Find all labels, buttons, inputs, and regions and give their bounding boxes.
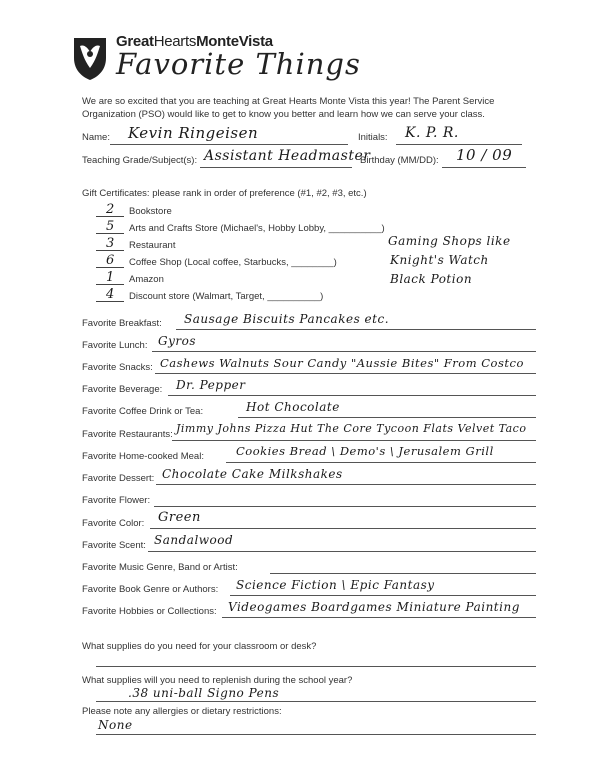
name-line — [110, 144, 348, 145]
gift-rank-line — [96, 233, 124, 234]
favorite-value: Chocolate Cake Milkshakes — [162, 467, 343, 481]
favorite-line — [222, 617, 536, 618]
gift-label: Coffee Shop (Local coffee, Starbucks, ________) — [129, 257, 337, 268]
gift-note: Black Potion — [390, 272, 473, 286]
favorite-label: Favorite Lunch: — [82, 340, 148, 351]
favorite-value: Hot Chocolate — [246, 400, 340, 414]
gift-rank: 3 — [106, 236, 115, 251]
allergies-line — [96, 734, 536, 735]
favorite-line — [238, 417, 536, 418]
favorite-value: Jimmy Johns Pizza Hut The Core Tycoon Flats Velvet Taco — [176, 422, 527, 435]
favorite-line — [226, 462, 536, 463]
crest-logo-icon — [70, 32, 110, 82]
replenish-label: What supplies will you need to replenish during the school year? — [82, 675, 353, 686]
favorite-value: Sausage Biscuits Pancakes etc. — [184, 312, 390, 326]
initials-label: Initials: — [358, 132, 388, 143]
gift-note: Gaming Shops like — [388, 234, 511, 248]
favorite-value: Science Fiction \ Epic Fantasy — [236, 578, 435, 592]
gift-rank-line — [96, 216, 124, 217]
gift-rank: 5 — [106, 219, 115, 234]
favorite-value: Green — [158, 510, 201, 525]
birthday-line — [442, 167, 526, 168]
favorite-label: Favorite Scent: — [82, 540, 146, 551]
allergies-value: None — [98, 718, 133, 732]
form-title: Favorite Things — [116, 47, 361, 81]
favorite-label: Favorite Snacks: — [82, 362, 153, 373]
replenish-line — [96, 701, 536, 702]
gift-heading: Gift Certificates: please rank in order of preference (#1, #2, #3, etc.) — [82, 188, 367, 199]
birthday-label: Birthday (MM/DD): — [360, 155, 439, 166]
favorite-value: Gyros — [158, 334, 196, 348]
favorite-label: Favorite Book Genre or Authors: — [82, 584, 219, 595]
birthday-value: 10 / 09 — [456, 146, 513, 164]
gift-rank: 1 — [106, 270, 115, 285]
school-brand: GreatHeartsMonteVista — [116, 33, 273, 50]
favorite-value: Cookies Bread \ Demo's \ Jerusalem Grill — [236, 444, 494, 458]
favorite-label: Favorite Coffee Drink or Tea: — [82, 406, 204, 417]
gift-note: Knight's Watch — [390, 253, 489, 267]
favorite-line — [230, 595, 536, 596]
gift-rank-line — [96, 284, 124, 285]
teaching-line — [200, 167, 352, 168]
gift-rank: 4 — [106, 287, 115, 302]
favorite-value: Dr. Pepper — [176, 378, 246, 392]
gift-label: Restaurant — [129, 240, 176, 251]
favorite-line — [176, 329, 536, 330]
gift-rank-line — [96, 250, 124, 251]
favorite-line — [154, 506, 536, 507]
initials-line — [396, 144, 522, 145]
intro-paragraph: We are so excited that you are teaching at Great Hearts Monte Vista this year! The Parent Service Organization (PSO) would like to get to know you better and learn how we can serve your class. — [82, 96, 495, 120]
allergies-label: Please note any allergies or dietary restrictions: — [82, 706, 282, 717]
teaching-value: Assistant Headmaster — [204, 148, 371, 164]
favorite-line — [270, 573, 536, 574]
name-value: Kevin Ringeisen — [128, 124, 259, 142]
favorite-line — [152, 351, 536, 352]
favorite-label: Favorite Color: — [82, 518, 145, 529]
favorite-label: Favorite Home-cooked Meal: — [82, 451, 204, 462]
favorite-label: Favorite Dessert: — [82, 473, 155, 484]
favorite-value: Videogames Boardgames Miniature Painting — [228, 600, 520, 614]
favorite-line — [155, 373, 536, 374]
gift-rank: 2 — [106, 202, 115, 217]
teaching-label: Teaching Grade/Subject(s): — [82, 155, 198, 166]
favorite-line — [172, 440, 536, 441]
favorite-value: Cashews Walnuts Sour Candy "Aussie Bites" From Costco — [160, 356, 524, 370]
favorite-line — [156, 484, 536, 485]
favorite-label: Favorite Hobbies or Collections: — [82, 606, 217, 617]
supplies-label: What supplies do you need for your classroom or desk? — [82, 641, 317, 652]
supplies-line — [96, 666, 536, 667]
replenish-value: .38 uni-ball Signo Pens — [128, 686, 280, 700]
favorite-label: Favorite Flower: — [82, 495, 151, 506]
favorite-line — [168, 395, 536, 396]
favorite-line — [148, 551, 536, 552]
favorite-value: Sandalwood — [154, 533, 234, 547]
initials-value: K. P. R. — [405, 125, 459, 141]
gift-label: Arts and Crafts Store (Michael's, Hobby Lobby, __________) — [129, 223, 385, 234]
gift-label: Amazon — [129, 274, 164, 285]
favorite-label: Favorite Breakfast: — [82, 318, 162, 329]
gift-label: Discount store (Walmart, Target, __________) — [129, 291, 324, 302]
favorite-label: Favorite Beverage: — [82, 384, 163, 395]
gift-rank-line — [96, 267, 124, 268]
gift-label: Bookstore — [129, 206, 172, 217]
name-label: Name: — [82, 132, 110, 143]
gift-rank-line — [96, 301, 124, 302]
gift-rank: 6 — [106, 253, 115, 268]
favorite-label: Favorite Music Genre, Band or Artist: — [82, 562, 238, 573]
favorite-label: Favorite Restaurants: — [82, 429, 173, 440]
favorite-line — [150, 528, 536, 529]
